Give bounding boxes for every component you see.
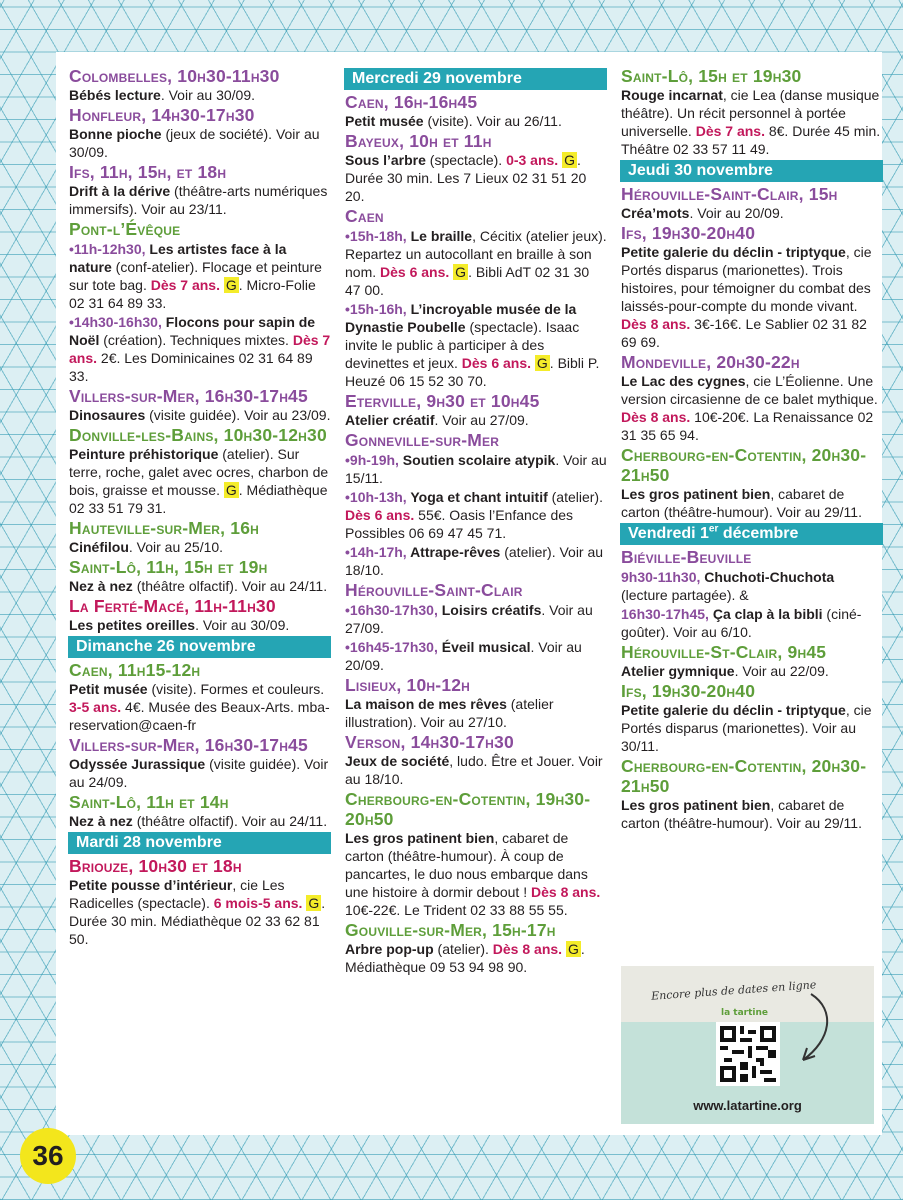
- event-description: [69, 406, 331, 424]
- event-details: , cie Les Radicelles (spectacle).: [69, 877, 285, 911]
- event-title: Petite galerie du déclin - triptyque: [621, 702, 846, 718]
- event-time: •14h-17h,: [345, 544, 407, 560]
- event-info: . Bibli P. Heuzé 06 15 52 30 70.: [345, 355, 600, 389]
- event-item: [345, 789, 607, 919]
- event-title: Les gros patinent bien: [621, 486, 771, 502]
- event-item: [621, 547, 883, 567]
- event-description: [345, 829, 607, 919]
- column-2: [345, 66, 607, 977]
- event-description: [345, 112, 607, 130]
- event-title: Peinture préhistorique: [69, 446, 219, 462]
- age-range: Dès 8 ans.: [621, 316, 691, 332]
- day-header: [68, 636, 331, 658]
- event-details: (atelier illustration). Voir au 27/10.: [345, 696, 554, 730]
- event-description: [69, 445, 331, 517]
- event-description: [621, 86, 883, 158]
- event-location: Gonneville-sur-Mer: [345, 430, 500, 450]
- age-range: Dès 7 ans.: [150, 277, 220, 293]
- event-item: [345, 488, 607, 542]
- event-details: (lecture partagée). &: [621, 587, 749, 603]
- age-range: Dès 8 ans.: [621, 409, 691, 425]
- event-details: (théâtre olfactif). Voir au 24/11.: [132, 578, 328, 594]
- event-description: [69, 182, 331, 218]
- event-item: [345, 543, 607, 579]
- event-description: [345, 227, 607, 299]
- event-description: [621, 372, 883, 444]
- event-location: Ifs, 11h, 15h, et 18h: [69, 162, 227, 182]
- event-title: Cinéfilou: [69, 539, 129, 555]
- event-description: [69, 577, 331, 595]
- promo-box[interactable]: [621, 966, 874, 1124]
- event-info: 2€. Les Dominicaines 02 31 64 89 33.: [69, 350, 313, 384]
- event-location: Bayeux, 10h et 11h: [345, 131, 492, 151]
- event-details: (visite). Formes et couleurs.: [147, 681, 325, 697]
- promo-logo: la tartine: [721, 1008, 769, 1018]
- event-location: Caen, 11h15-12h: [69, 660, 201, 680]
- event-details: (création). Techniques mixtes.: [99, 332, 293, 348]
- event-title: L’incroyable musée de la Dynastie Poubelle: [345, 301, 577, 335]
- event-time: 9h30-11h30,: [621, 569, 701, 585]
- event-info: . Durée 30 min. Médiathèque 02 33 62 81 50.: [69, 895, 326, 947]
- event-location: Hérouville-St-Clair, 9h45: [621, 642, 827, 662]
- event-description: [69, 240, 331, 312]
- event-description: [69, 538, 331, 556]
- event-location: Cherbourg-en-Cotentin, 19h30-20h50: [345, 789, 591, 829]
- event-title: La maison de mes rêves: [345, 696, 507, 712]
- event-description: [345, 300, 607, 390]
- day-label-rest: décembre: [718, 525, 799, 542]
- age-range: Dès 6 ans.: [461, 355, 532, 371]
- event-title: Le braille: [406, 228, 473, 244]
- event-item: [69, 66, 331, 104]
- event-item: [621, 66, 883, 158]
- event-location: Gouville-sur-Mer, 15h-17h: [345, 920, 556, 940]
- event-details: . Voir au 20/09.: [345, 639, 582, 673]
- event-item: [69, 660, 331, 734]
- event-description: [621, 485, 883, 521]
- free-badge: G: [536, 355, 548, 371]
- event-location: Saint-Lô, 11h et 14h: [69, 792, 229, 812]
- event-location: Hauteville-sur-Mer, 16h: [69, 518, 260, 538]
- event-details: (spectacle).: [425, 152, 507, 168]
- event-item: [69, 518, 331, 556]
- event-description: [621, 701, 883, 755]
- event-description: [621, 243, 883, 351]
- event-description: [69, 876, 331, 948]
- event-details: (visite guidée). Voir au 24/09.: [69, 756, 329, 790]
- age-range: Dès 6 ans.: [345, 507, 415, 523]
- event-item: [345, 732, 607, 788]
- event-location: Cherbourg-en-Cotentin, 20h30-21h50: [621, 445, 867, 485]
- event-details: (conf-atelier). Flocage et peinture sur tote bag.: [69, 259, 322, 293]
- event-title: Bébés lecture: [69, 87, 161, 103]
- event-title: Bonne pioche: [69, 126, 162, 142]
- event-location: Cherbourg-en-Cotentin, 20h30-21h50: [621, 756, 867, 796]
- event-item: [345, 430, 607, 450]
- event-location: Villers-sur-Mer, 16h30-17h45: [69, 386, 308, 406]
- event-item: [345, 131, 607, 205]
- event-title: Éveil musical: [437, 639, 531, 655]
- free-badge: G: [455, 264, 467, 280]
- event-title: Atelier gymnique: [621, 663, 735, 679]
- event-title: Yoga et chant intuitif: [406, 489, 548, 505]
- event-location: Hérouville-Saint-Clair: [345, 580, 523, 600]
- event-title: Petit musée: [345, 113, 424, 129]
- event-info: . Micro-Folie 02 31 64 89 33.: [69, 277, 316, 311]
- event-description: [345, 638, 607, 674]
- free-badge: G: [567, 941, 579, 957]
- age-range: Dès 7 ans.: [695, 123, 765, 139]
- free-badge: G: [225, 482, 237, 498]
- event-item: [69, 386, 331, 424]
- event-details: . Voir au 27/09.: [345, 602, 593, 636]
- event-description: [69, 812, 331, 830]
- event-info: . Médiathèque 09 53 94 98 90.: [345, 941, 585, 975]
- event-description: [69, 125, 331, 161]
- event-time: •15h-18h,: [345, 228, 407, 244]
- event-item: [69, 219, 331, 239]
- event-item: [345, 920, 607, 976]
- event-location: Caen: [345, 206, 384, 226]
- event-details: , Cécitix (atelier jeux). Repartez un autocollant en braille à son nom.: [345, 228, 607, 280]
- event-description: [345, 488, 607, 542]
- event-description: [621, 568, 883, 604]
- age-range: 6 mois-5 ans.: [213, 895, 303, 911]
- event-item: [621, 756, 883, 832]
- event-item: [621, 568, 883, 604]
- page-number: 36: [20, 1128, 76, 1184]
- event-details: (visite). Voir au 26/11.: [423, 113, 562, 129]
- free-badge: G: [564, 152, 575, 168]
- event-time: •11h-12h30,: [69, 241, 146, 257]
- event-title: Les gros patinent bien: [345, 830, 495, 846]
- event-info: 55€. Oasis l’Enfance des Possibles 06 69 47 45 71.: [345, 507, 574, 541]
- age-range: Dès 8 ans.: [492, 941, 563, 957]
- age-range: Dès 7 ans.: [69, 332, 331, 366]
- event-description: [345, 601, 607, 637]
- event-location: Briouze, 10h30 et 18h: [69, 856, 242, 876]
- event-description: [69, 680, 331, 734]
- event-time: •14h30-16h30,: [69, 314, 162, 330]
- event-details: (atelier).: [547, 489, 603, 505]
- event-time: •10h-13h,: [345, 489, 407, 505]
- event-details: , cabaret de carton (théâtre-humour). Voir au 29/11.: [621, 797, 862, 831]
- event-location: Ifs, 19h30-20h40: [621, 681, 756, 701]
- event-details: , cie L’Éolienne. Une version circasienne de ce balet mythique.: [621, 373, 878, 407]
- event-title: Dinosaures: [69, 407, 146, 423]
- event-item: [69, 856, 331, 948]
- event-details: . Voir au 25/10.: [128, 539, 224, 555]
- event-title: Petite galerie du déclin - triptyque: [621, 244, 846, 260]
- day-superscript: er: [708, 523, 719, 535]
- age-range: Dès 6 ans.: [380, 264, 450, 280]
- event-location: Saint-Lô, 11h, 15h et 19h: [69, 557, 268, 577]
- event-item: [621, 445, 883, 521]
- event-time: 16h30-17h45,: [621, 606, 709, 622]
- column-1: [69, 66, 331, 949]
- event-description: [345, 451, 607, 487]
- column-3: [621, 66, 883, 833]
- event-location: La Ferté-Macé, 11h-11h30: [69, 596, 276, 616]
- event-details: , ludo. Être et Jouer. Voir au 18/10.: [345, 753, 603, 787]
- event-item: [621, 184, 883, 222]
- event-item: [69, 162, 331, 218]
- promo-url[interactable]: www.latartine.org: [693, 1098, 802, 1113]
- event-item: [69, 240, 331, 312]
- event-details: (atelier).: [433, 941, 493, 957]
- event-location: Biéville-Beuville: [621, 547, 752, 567]
- event-details: . Voir au 22/09.: [734, 663, 829, 679]
- event-title: Ça clap à la bibli: [708, 606, 823, 622]
- arrow-icon: [781, 990, 841, 1070]
- event-details: . Voir au 15/11.: [345, 452, 607, 486]
- event-title: Nez à nez: [69, 578, 133, 594]
- event-description: [621, 796, 883, 832]
- event-info: . Bibli AdT 02 31 30 47 00.: [345, 264, 590, 298]
- day-header: [620, 160, 883, 182]
- event-item: [345, 675, 607, 731]
- event-title: Nez à nez: [69, 813, 133, 829]
- event-details: (théâtre olfactif). Voir au 24/11.: [132, 813, 328, 829]
- event-location: Colombelles, 10h30-11h30: [69, 66, 280, 86]
- event-item: [69, 425, 331, 517]
- event-details: , cabaret de carton (théâtre-humour). À coup de pancartes, le duo nous embarque dans une histoire à dormir debout !: [345, 830, 588, 900]
- event-title: Les gros patinent bien: [621, 797, 771, 813]
- event-details: (atelier). Sur terre, roche, galet avec ocres, charbon de bois, graisse et mousse.: [69, 446, 329, 498]
- event-title: Sous l’arbre: [345, 152, 426, 168]
- event-title: Drift à la dérive: [69, 183, 171, 199]
- event-title: Créa’mots: [621, 205, 690, 221]
- event-info: 10€-22€. Le Trident 02 33 88 55 55.: [345, 902, 568, 918]
- day-header: [68, 832, 331, 854]
- event-description: [69, 313, 331, 385]
- event-details: , cie Portés disparus (marionettes). Trois histoires, pour témoigner du combat des laissés-pour-compte du monde vivant.: [621, 244, 872, 314]
- event-time: •15h-16h,: [345, 301, 407, 317]
- event-title: Attrape-rêves: [406, 544, 501, 560]
- event-item: [345, 451, 607, 487]
- event-location: Verson, 14h30-17h30: [345, 732, 514, 752]
- event-item: [621, 352, 883, 444]
- promo-tagline: Encore plus de dates en ligne: [650, 978, 817, 1003]
- event-title: Petit musée: [69, 681, 148, 697]
- event-description: [69, 755, 331, 791]
- event-info: 3€-16€. Le Sablier 02 31 82 69 69.: [621, 316, 867, 350]
- event-title: Arbre pop-up: [345, 941, 434, 957]
- event-title: Soutien scolaire atypik: [398, 452, 556, 468]
- event-details: (jeux de société). Voir au 30/09.: [69, 126, 320, 160]
- event-title: Le Lac des cygnes: [621, 373, 746, 389]
- event-description: [345, 752, 607, 788]
- event-title: Loisirs créatifs: [437, 602, 542, 618]
- event-item: [345, 580, 607, 600]
- event-title: Flocons pour sapin de Noël: [69, 314, 316, 348]
- event-item: [69, 596, 331, 634]
- event-details: . Voir au 27/09.: [434, 412, 529, 428]
- age-range: Dès 8 ans.: [531, 884, 601, 900]
- event-details: (visite guidée). Voir au 23/09.: [145, 407, 331, 423]
- event-location: Honfleur, 14h30-17h30: [69, 105, 255, 125]
- event-details: . Voir au 30/09.: [160, 87, 256, 103]
- event-item: [621, 681, 883, 755]
- event-description: [69, 86, 331, 104]
- day-label: Mardi 28 novembre: [76, 834, 222, 851]
- event-details: . Voir au 30/09.: [195, 617, 290, 633]
- event-details: , cie Portés disparus (marionettes). Voir au 30/11.: [621, 702, 872, 754]
- event-details: , cabaret de carton (théâtre-humour). Voir au 29/11.: [621, 486, 862, 520]
- event-location: Ifs, 19h30-20h40: [621, 223, 756, 243]
- event-title: Les artistes face à la nature: [69, 241, 287, 275]
- event-location: Hérouville-Saint-Clair, 15h: [621, 184, 838, 204]
- event-description: [345, 151, 607, 205]
- event-title: Petite pousse d’intérieur: [69, 877, 233, 893]
- event-item: [69, 313, 331, 385]
- event-description: [345, 940, 607, 976]
- event-item: [345, 206, 607, 226]
- event-location: Villers-sur-Mer, 16h30-17h45: [69, 735, 308, 755]
- event-time: •16h30-17h30,: [345, 602, 438, 618]
- event-location: Mondeville, 20h30-22h: [621, 352, 800, 372]
- event-location: Pont-l’Évêque: [69, 219, 181, 239]
- event-info: 10€-20€. La Renaissance 02 31 35 65 94.: [621, 409, 874, 443]
- event-title: Atelier créatif: [345, 412, 435, 428]
- day-label: Dimanche 26 novembre: [76, 638, 256, 655]
- event-description: [621, 605, 883, 641]
- day-header: [344, 68, 607, 90]
- event-description: [621, 204, 883, 222]
- event-item: [621, 223, 883, 351]
- event-description: [69, 616, 331, 634]
- event-details: (théâtre-arts numériques immersifs). Voir au 23/11.: [69, 183, 328, 217]
- event-item: [345, 92, 607, 130]
- event-title: Les petites oreilles: [69, 617, 196, 633]
- event-info: . Durée 30 min. Les 7 Lieux 02 31 51 20 20.: [345, 152, 587, 204]
- event-title: Rouge incarnat: [621, 87, 723, 103]
- day-label: Mercredi 29 novembre: [352, 70, 522, 87]
- event-item: [621, 605, 883, 641]
- event-title: Jeux de société: [345, 753, 450, 769]
- event-info: . Médiathèque 02 33 51 79 31.: [69, 482, 328, 516]
- free-badge: G: [225, 277, 237, 293]
- event-item: [345, 227, 607, 299]
- event-item: [345, 391, 607, 429]
- event-location: Eterville, 9h30 et 10h45: [345, 391, 540, 411]
- day-header: [620, 523, 883, 545]
- event-description: [345, 411, 607, 429]
- event-description: [621, 662, 883, 680]
- event-info: 8€. Durée 45 min. Théâtre 02 33 57 11 49.: [621, 123, 881, 157]
- event-item: [345, 300, 607, 390]
- event-title: Odyssée Jurassique: [69, 756, 206, 772]
- event-info: 4€. Musée des Beaux-Arts. mba-reservation@caen-fr: [69, 699, 330, 733]
- age-range: 3-5 ans.: [69, 699, 122, 715]
- day-label: Vendredi 1: [628, 525, 709, 542]
- event-location: Caen, 16h-16h45: [345, 92, 478, 112]
- event-location: Lisieux, 10h-12h: [345, 675, 471, 695]
- event-details: . Voir au 20/09.: [689, 205, 784, 221]
- age-range: 0-3 ans.: [506, 152, 559, 168]
- event-description: [345, 543, 607, 579]
- free-badge: G: [308, 895, 320, 911]
- day-label: Jeudi 30 novembre: [628, 162, 773, 179]
- event-details: (spectacle). Isaac invite le public à participer à des devinettes et jeux.: [345, 319, 580, 371]
- event-item: [69, 557, 331, 595]
- event-item: [69, 105, 331, 161]
- qr-code-icon[interactable]: [716, 1022, 780, 1086]
- event-item: [69, 792, 331, 830]
- event-item: [345, 638, 607, 674]
- event-details: , cie Lea (danse musique théâtre). Un récit personnel à portée universelle.: [621, 87, 880, 139]
- event-location: Donville-les-Bains, 10h30-12h30: [69, 425, 327, 445]
- event-details: (ciné-goûter). Voir au 6/10.: [621, 606, 862, 640]
- event-title: Chuchoti-Chuchota: [700, 569, 835, 585]
- event-location: Saint-Lô, 15h et 19h30: [621, 66, 802, 86]
- event-item: [69, 735, 331, 791]
- event-details: (atelier). Voir au 18/10.: [345, 544, 604, 578]
- event-time: •16h45-17h30,: [345, 639, 438, 655]
- event-time: •9h-19h,: [345, 452, 399, 468]
- event-description: [345, 695, 607, 731]
- event-item: [345, 601, 607, 637]
- event-item: [621, 642, 883, 680]
